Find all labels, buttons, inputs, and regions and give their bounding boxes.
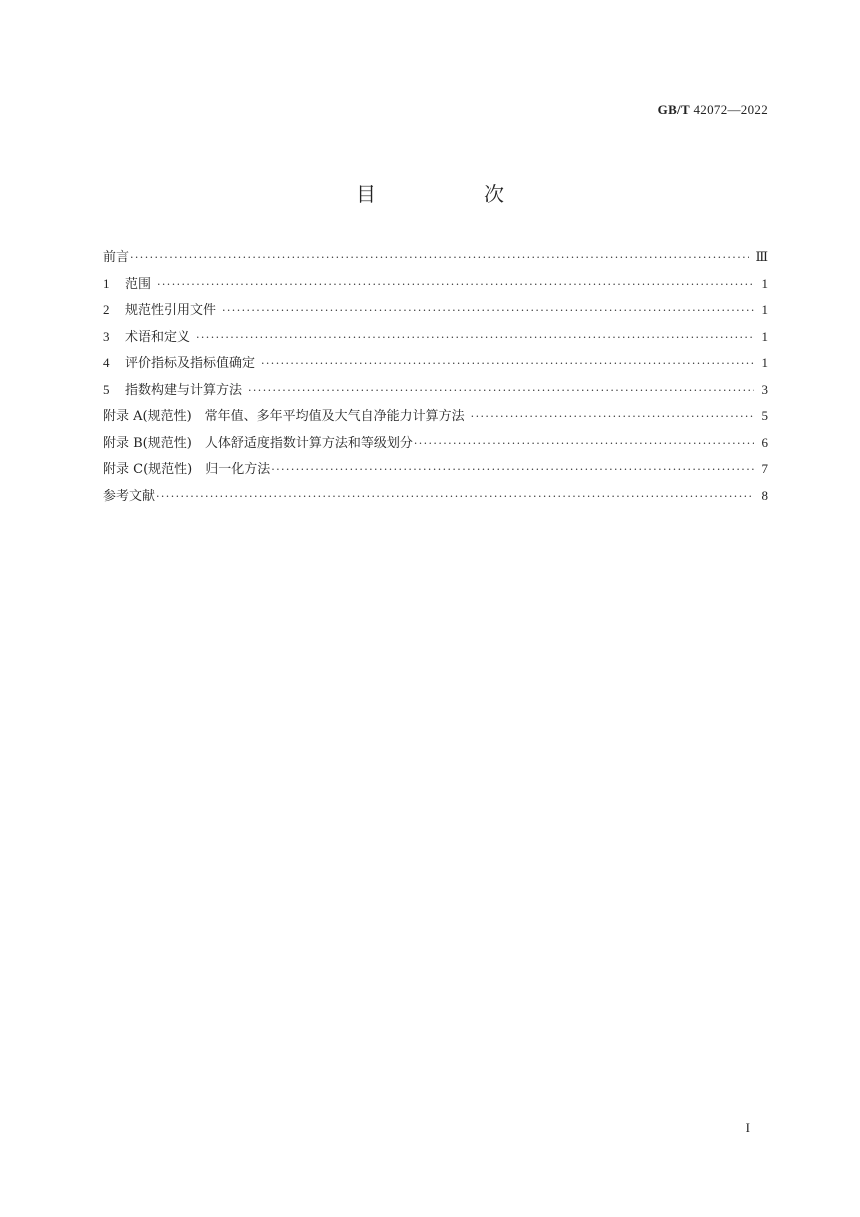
- standard-code: [658, 102, 768, 118]
- toc-entry-page: 5: [761, 408, 768, 423]
- toc-entry-page: Ⅲ: [755, 249, 768, 264]
- toc-entry-terms[interactable]: [103, 324, 768, 351]
- toc-entry-page: 1: [761, 355, 768, 370]
- toc-leader-dots: [196, 325, 754, 352]
- standard-prefix: GB/T: [657, 102, 690, 117]
- toc-entry-number: 4: [103, 355, 110, 370]
- toc-leader-dots: [130, 245, 749, 272]
- toc-entry-page: 1: [761, 275, 768, 291]
- toc-leader-dots: [156, 484, 754, 511]
- toc-entry-page: 6: [761, 434, 768, 450]
- toc-entry-indicators[interactable]: [103, 350, 768, 377]
- toc-leader-dots: [248, 378, 754, 405]
- toc-entry-label: 规范性引用文件: [125, 303, 217, 318]
- toc-entry-label: 附录 B(规范性) 人体舒适度指数计算方法和等级划分: [103, 435, 413, 451]
- toc-leader-dots: [261, 351, 754, 378]
- toc-leader-dots: [414, 431, 754, 458]
- toc-entry-index-construction[interactable]: [103, 377, 768, 404]
- toc-entry-number: 3: [103, 328, 110, 344]
- page-number: I: [745, 1120, 750, 1135]
- toc-title: 目 次: [356, 182, 548, 206]
- toc-entry-number: 2: [103, 302, 110, 317]
- toc-leader-dots: [222, 298, 754, 325]
- toc-entry-normative-references[interactable]: [103, 297, 768, 324]
- toc-entry-number: 1: [103, 275, 110, 291]
- toc-entry-annex-a[interactable]: [103, 403, 768, 430]
- toc-entry-label: 指数构建与计算方法: [125, 382, 243, 398]
- toc-entry-page: 3: [761, 381, 768, 397]
- toc-entry-annex-c[interactable]: [103, 456, 768, 483]
- toc-list: [103, 244, 768, 509]
- toc-entry-page: 1: [761, 302, 768, 317]
- toc-entry-label: 附录 A(规范性) 常年值、多年平均值及大气自净能力计算方法: [103, 409, 465, 424]
- toc-entry-bibliography[interactable]: [103, 483, 768, 510]
- toc-entry-annex-b[interactable]: [103, 430, 768, 457]
- toc-leader-dots: [271, 457, 754, 484]
- toc-entry-page: 8: [761, 487, 768, 503]
- toc-leader-dots: [471, 404, 754, 431]
- toc-entry-label: 附录 C(规范性) 归一化方法: [103, 462, 271, 477]
- toc-entry-scope[interactable]: [103, 271, 768, 298]
- toc-entry-page: 7: [761, 461, 768, 476]
- toc-entry-label: 术语和定义: [125, 329, 191, 345]
- toc-entry-label: 评价指标及指标值确定: [125, 356, 256, 371]
- toc-entry-label: 范围: [125, 276, 152, 292]
- toc-entry-label: 参考文献: [103, 488, 156, 504]
- toc-entry-page: 1: [761, 328, 768, 344]
- standard-number: 42072—2022: [693, 102, 768, 117]
- toc-entry-number: 5: [103, 381, 110, 397]
- toc-leader-dots: [157, 272, 754, 299]
- toc-entry-label: 前言: [103, 250, 130, 265]
- toc-entry-foreword[interactable]: [103, 244, 768, 271]
